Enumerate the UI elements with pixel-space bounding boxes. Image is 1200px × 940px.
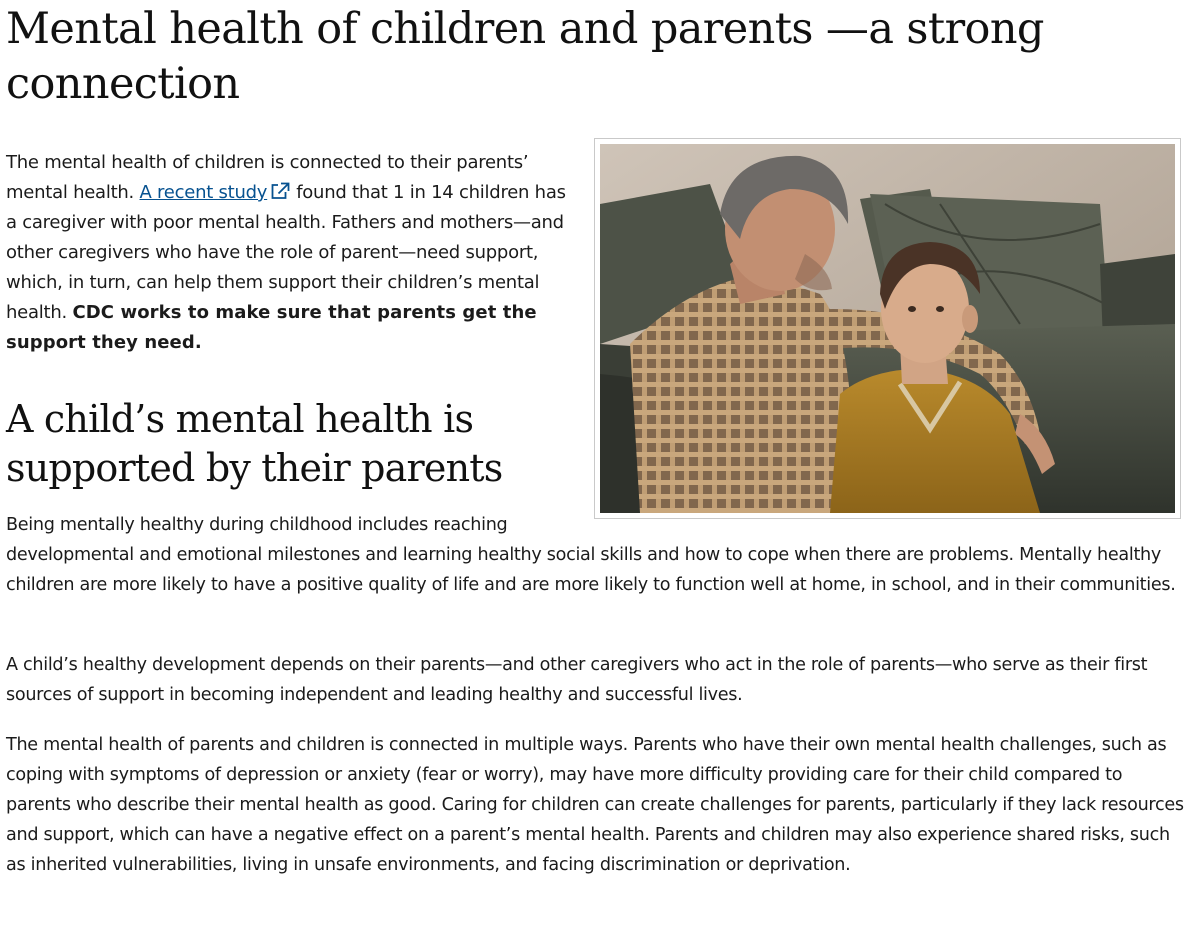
section-paragraph-1-start: Being mentally healthy during childhood includes reaching <box>6 515 508 535</box>
page-title: Mental health of children and parents —a strong connection <box>6 4 1044 109</box>
father-son-photo <box>600 144 1175 513</box>
section-paragraph-1: developmental and emotional milestones and learning healthy social skills and how to cope when there are problems. Mentally healthy children are more likely to have a positive quality of life and are more likely to function well at home, in school, and in their communities. <box>6 545 1176 595</box>
recent-study-link[interactable]: A recent study <box>139 182 268 203</box>
intro-text-start: The mental health of children is connected to their parents’ mental health. <box>6 152 529 203</box>
intro-bold-statement: CDC works to make sure that parents get the support they need. <box>6 302 537 353</box>
section-paragraph-2: A child’s healthy development depends on their parents—and other caregivers who act in the role of parents—who serve as their first sources of support in becoming independent and leading healthy and successful lives. <box>6 655 1148 705</box>
intro-paragraph <box>6 148 580 358</box>
section-paragraph-3: The mental health of parents and children is connected in multiple ways. Parents who have their own mental health challenges, such as coping with symptoms of depression or anxiety (fear or worry), may have more difficulty providing care for their child compared to parents who describe their mental health as good. Caring for children can create challenges for parents, particularly if they lack resources and support, which can have a negative effect on a parent’s mental health. Parents and children may also experience shared risks, such as inherited vulnerabilities, living in unsafe environments, and facing discrimination or deprivation. <box>6 735 1184 875</box>
article-photo-frame <box>594 138 1181 519</box>
external-link-icon[interactable] <box>270 182 290 200</box>
section-heading: A child’s mental health is supported by their parents <box>6 397 503 490</box>
intro-text-continued: found that 1 in 14 children has a caregiver with poor mental health. Fathers and mothers—and other caregivers who have the role of parent—need support, which, in turn, can help them support their children’s mental health. <box>6 182 566 323</box>
